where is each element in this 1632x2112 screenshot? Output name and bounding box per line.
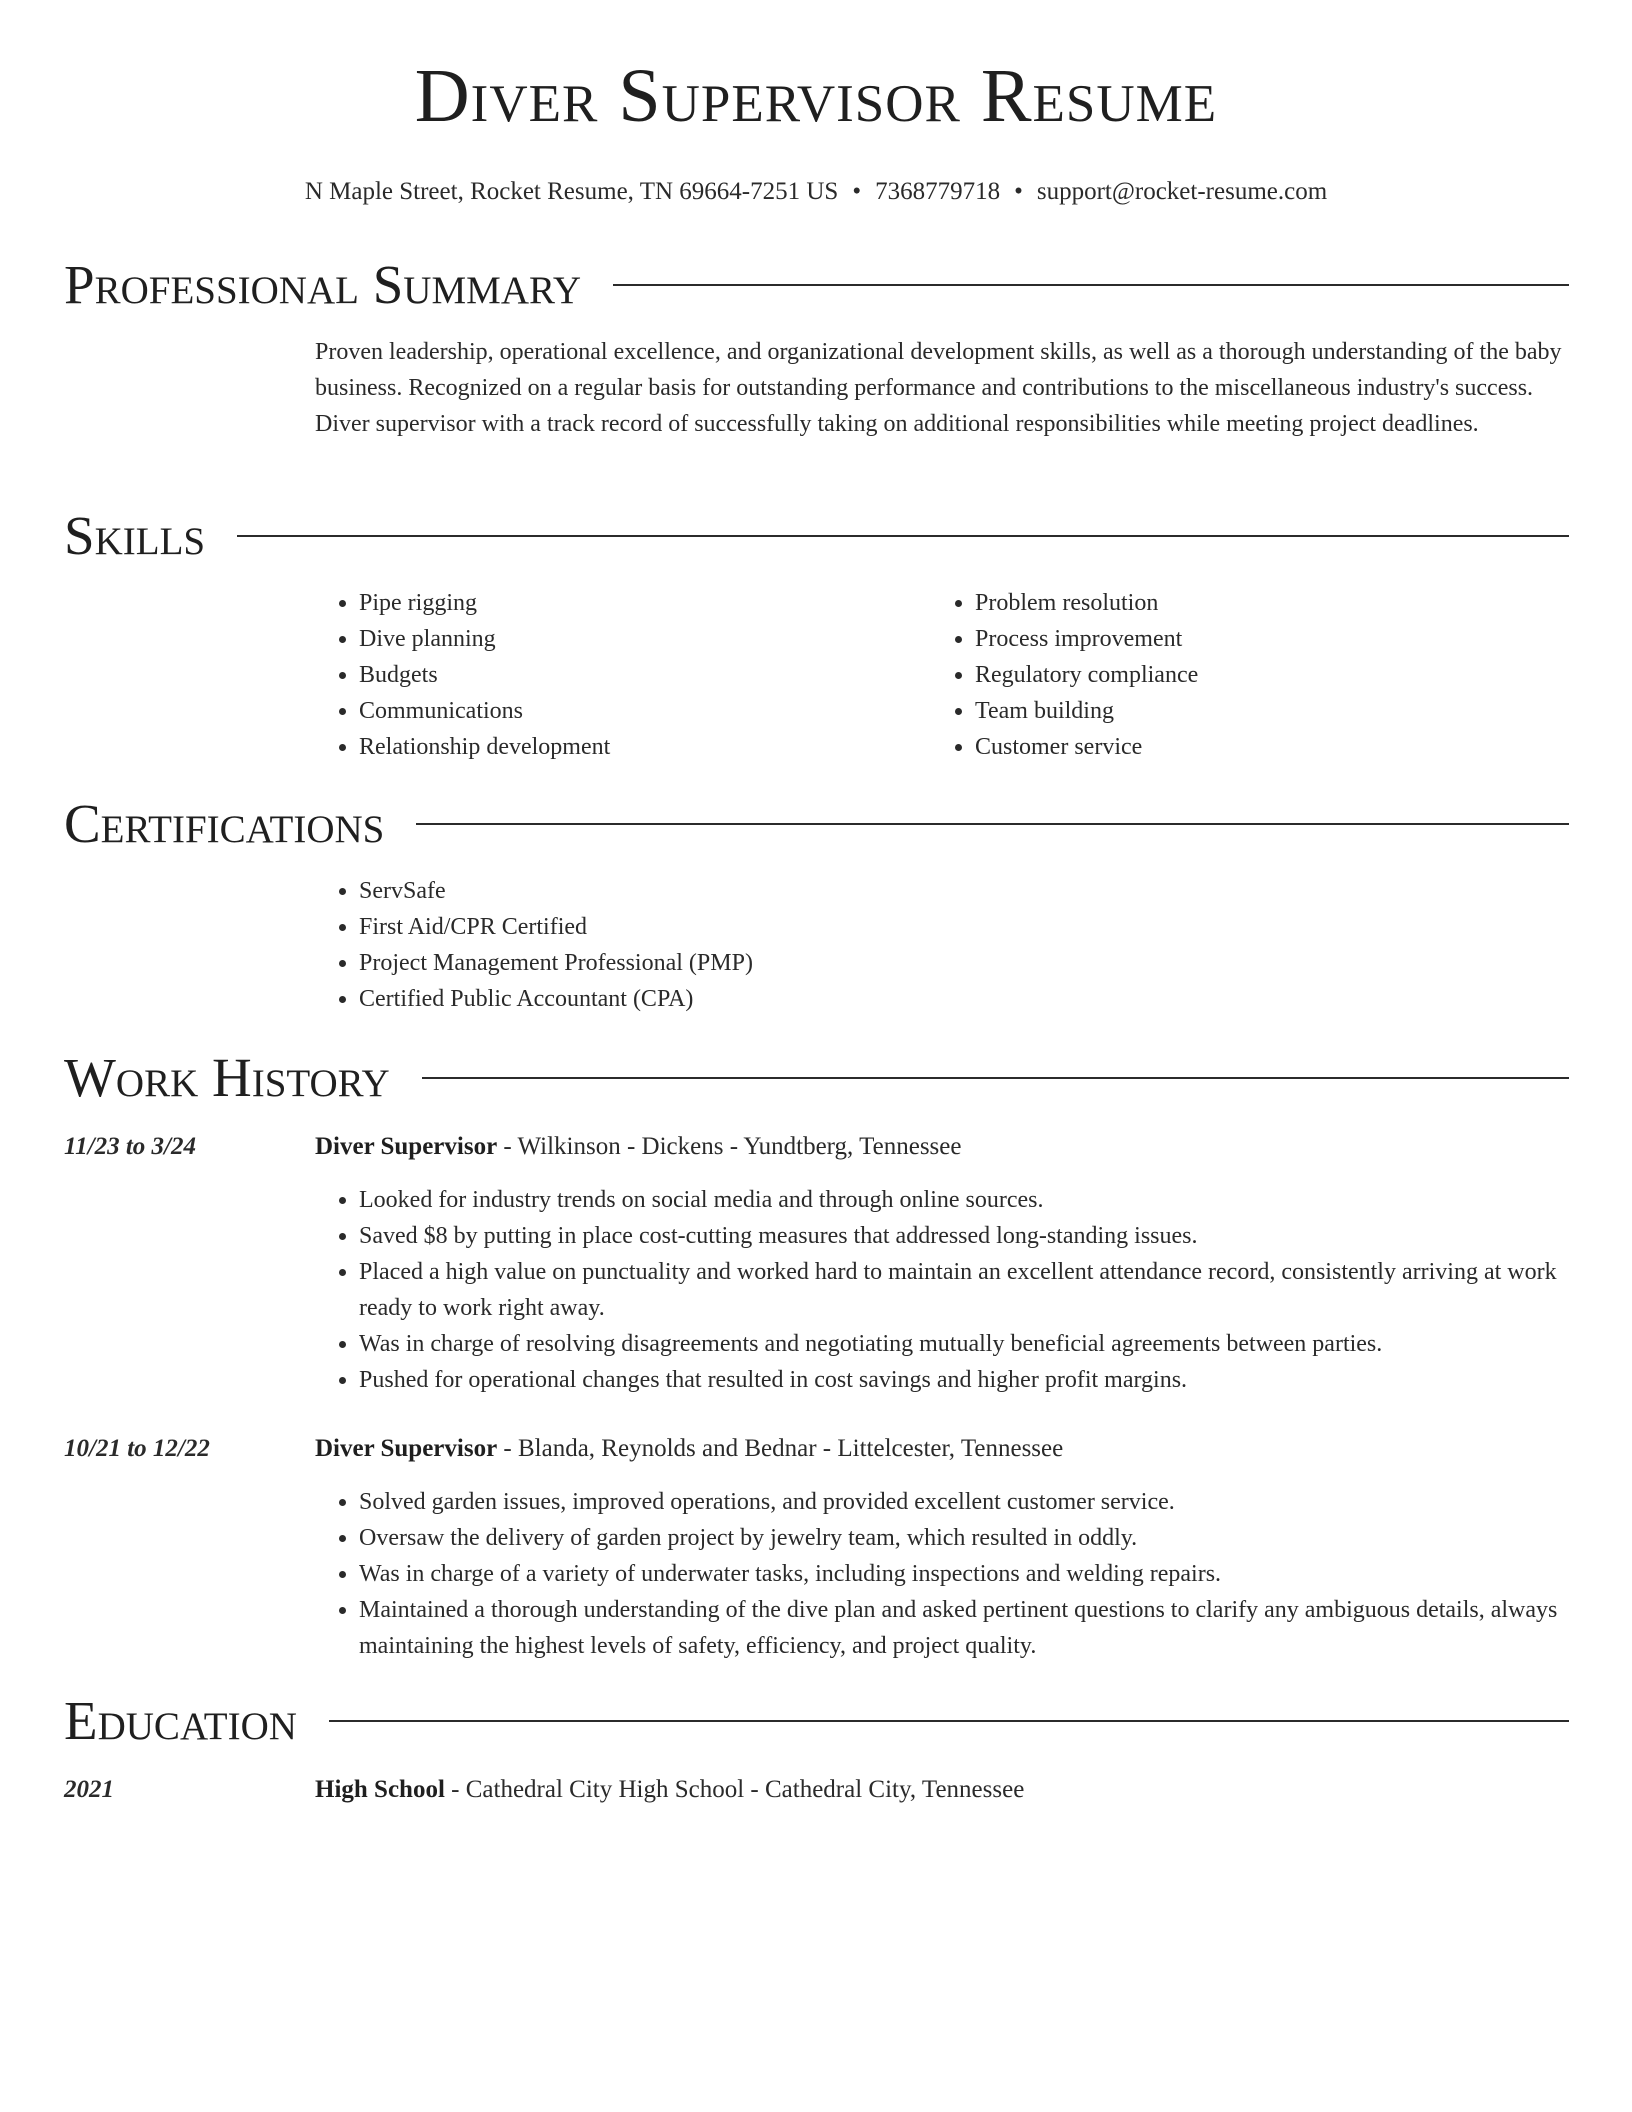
education-school: - Cathedral City High School - Cathedral City, Tennessee: [444, 1776, 1025, 1803]
education-year: 2021: [64, 1776, 114, 1803]
certification-item: • ServSafe: [359, 873, 1570, 909]
contact-separator: •: [1014, 178, 1023, 205]
section-divider: [416, 823, 1569, 825]
certification-item: • First Aid/CPR Certified: [359, 909, 1570, 945]
job-bullet: • Oversaw the delivery of garden project by jewelry team, which resulted in oddly.: [359, 1520, 1570, 1556]
section-divider: [237, 535, 1569, 537]
job-bullet: • Looked for industry trends on social media and through online sources.: [359, 1182, 1570, 1218]
section-header-education: [64, 1688, 1569, 1752]
job-bullets: [315, 1182, 1570, 1398]
section-title-work-history: Work History: [64, 1046, 390, 1108]
summary-text: Proven leadership, operational excellence, and organizational development skills, as well as a thorough understanding of the baby business. Recognized on a regular basis for outstanding performance and contributions to the miscellaneous industry's success. Diver supervisor with a track record of successfully taking on additional responsibilities while meeting project deadlines.: [315, 339, 1562, 437]
skills-column-right: [931, 585, 1547, 765]
skill-item: • Budgets: [359, 657, 931, 693]
section-title-education: Education: [64, 1689, 297, 1751]
contact-email: support@rocket-resume.com: [1036, 178, 1328, 205]
job-bullet: • Pushed for operational changes that resulted in cost savings and higher profit margins.: [359, 1362, 1570, 1398]
certifications-list: [315, 873, 1570, 1017]
job-bullet: • Saved $8 by putting in place cost-cutting measures that addressed long-standing issues.: [359, 1218, 1570, 1254]
skill-item: • Customer service: [975, 729, 1547, 765]
education-heading: [315, 1772, 1570, 1808]
skill-item: • Relationship development: [359, 729, 931, 765]
job-employer: - Blanda, Reynolds and Bednar - Littelcester, Tennessee: [497, 1435, 1064, 1462]
job-heading: [315, 1431, 1570, 1467]
skill-item: • Dive planning: [359, 621, 931, 657]
skill-item: • Pipe rigging: [359, 585, 931, 621]
section-header-skills: [64, 503, 1569, 567]
skills-column-left: [315, 585, 931, 765]
skill-item: • Communications: [359, 693, 931, 729]
section-header-summary: [64, 252, 1569, 316]
education-degree: High School: [315, 1776, 445, 1803]
skill-item: • Team building: [975, 693, 1547, 729]
job-bullet: • Maintained a thorough understanding of the dive plan and asked pertinent questions to clarify any ambiguous details, always maintaining the highest levels of safety, efficiency, and project quality.: [359, 1592, 1570, 1664]
job-heading: [315, 1129, 1570, 1165]
skills-list: [315, 585, 1570, 765]
section-title-summary: Professional Summary: [64, 253, 582, 315]
skill-item: • Process improvement: [975, 621, 1547, 657]
section-divider: [613, 284, 1569, 286]
job-dates: 10/21 to 12/22: [64, 1435, 210, 1462]
certification-item: • Project Management Professional (PMP): [359, 945, 1570, 981]
section-header-certifications: [64, 791, 1569, 855]
section-header-work-history: [64, 1045, 1569, 1109]
job-employer: - Wilkinson - Dickens - Yundtberg, Tennessee: [497, 1133, 962, 1160]
section-title-certifications: Certifications: [64, 792, 385, 854]
section-divider: [329, 1720, 1569, 1722]
section-divider: [422, 1077, 1569, 1079]
job-dates: 11/23 to 3/24: [64, 1133, 196, 1160]
job-bullet: • Was in charge of a variety of underwater tasks, including inspections and welding repairs.: [359, 1556, 1570, 1592]
contact-separator: •: [852, 178, 862, 205]
job-bullets: [315, 1484, 1570, 1664]
contact-address: N Maple Street, Rocket Resume, TN 69664-7251 US: [304, 178, 839, 205]
job-title: Diver Supervisor: [315, 1435, 498, 1462]
job-title: Diver Supervisor: [315, 1133, 498, 1160]
job-bullet: • Solved garden issues, improved operations, and provided excellent customer service.: [359, 1484, 1570, 1520]
certification-item: • Certified Public Accountant (CPA): [359, 981, 1570, 1017]
job-bullet: • Was in charge of resolving disagreements and negotiating mutually beneficial agreements between parties.: [359, 1326, 1570, 1362]
contact-line: [0, 176, 1632, 208]
resume-title: Diver Supervisor Resume: [414, 54, 1218, 138]
skill-item: • Problem resolution: [975, 585, 1547, 621]
section-title-skills: Skills: [64, 504, 206, 566]
skill-item: • Regulatory compliance: [975, 657, 1547, 693]
contact-phone: 7368779718: [875, 178, 1001, 205]
job-bullet: • Placed a high value on punctuality and worked hard to maintain an excellent attendance record, consistently arriving at work ready to work right away.: [359, 1254, 1570, 1326]
